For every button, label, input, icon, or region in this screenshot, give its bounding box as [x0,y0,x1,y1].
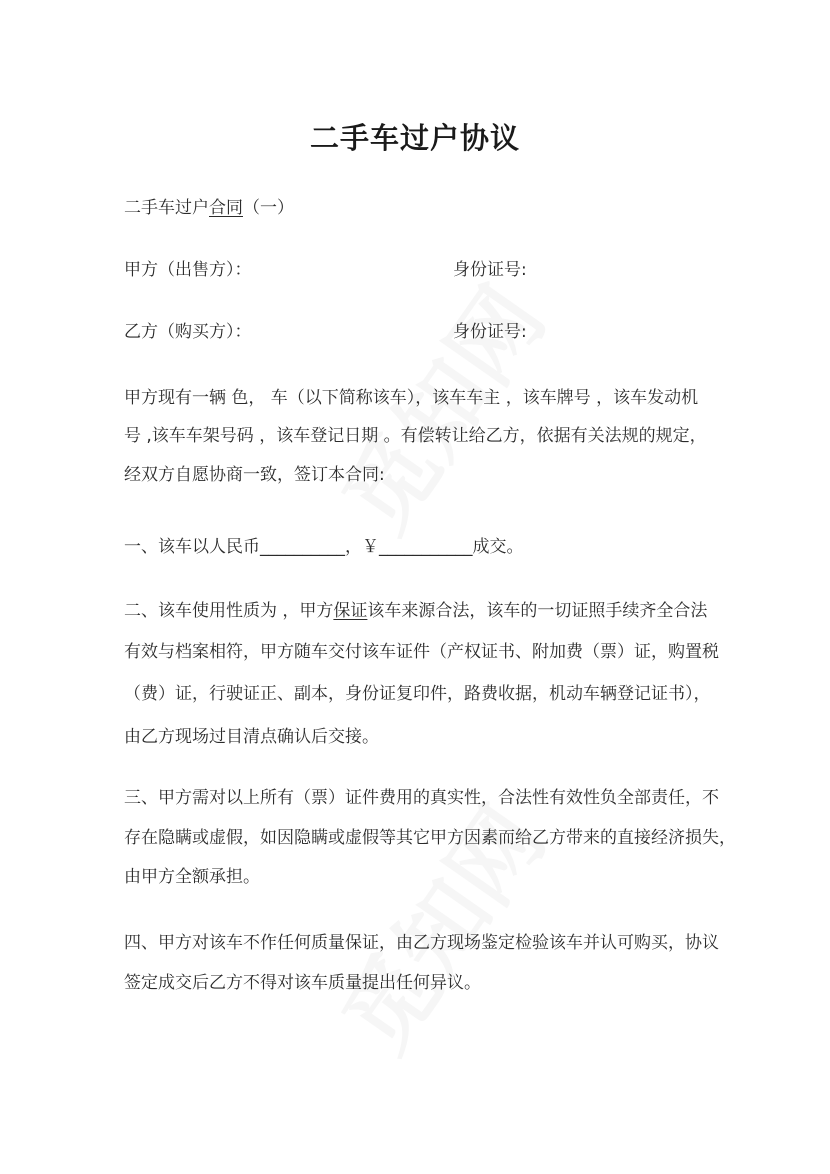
clause-2-line [124,600,707,622]
contract-subtitle [124,197,294,219]
clause-4-line: 四、甲方对该车不作任何质量保证，由乙方现场鉴定检验该车并认可购买，协议 [124,933,719,953]
party-a-label: 甲方（出售方）： [124,260,252,280]
clause-1-line: 一、该车以人民币__________，￥___________成交。 [124,537,524,557]
clause-3-line: 由甲方全额承担。 [124,867,260,887]
intro-line: 经双方自愿协商一致，签订本合同: [124,465,385,485]
subtitle-underlined: 合同 [209,198,243,218]
document-title: 二手车过户协议 [309,121,520,155]
clause-2-line: 有效与档案相符，甲方随车交付该车证件（产权证书、附加费（票）证，购置税 [124,642,719,662]
party-b-label: 乙方（购买方）： [124,322,252,342]
clause-2-pre: 二、该车使用性质为 ，甲方 [124,601,334,621]
intro-line: 甲方现有一辆 色， 车（以下简称该车），该车车主 ，该车牌号 ，该车发动机 [124,388,699,408]
clause-2-line: （费）证，行驶证正、副本，身份证复印件，路费收据，机动车辆登记证书）， [124,684,711,704]
watermark [327,271,564,550]
party-a-id-label: 身份证号: [453,260,527,280]
subtitle-post: （一） [243,198,294,218]
clause-2-underlined: 保证 [333,601,368,621]
intro-line: 号 ,该车车架号码 ，该车登记日期 。有偿转让给乙方，依据有关法规的规定， [124,426,707,446]
party-b-id-label: 身份证号: [453,322,527,342]
clause-3-line: 存在隐瞒或虚假，如因隐瞒或虚假等其它甲方因素而给乙方带来的直接经济损失， [124,828,736,848]
clause-3-line: 三、甲方需对以上所有（票）证件费用的真实性，合法性有效性负全部责任，不 [124,788,719,808]
subtitle-pre: 二手车过户 [124,198,209,218]
clause-4-line: 签定成交后乙方不得对该车质量提出任何异议。 [124,973,481,993]
clause-2-line: 由乙方现场过目清点确认后交接。 [124,727,379,747]
clause-2-post: 该车来源合法，该车的一切证照手续齐全合法 [367,601,708,621]
